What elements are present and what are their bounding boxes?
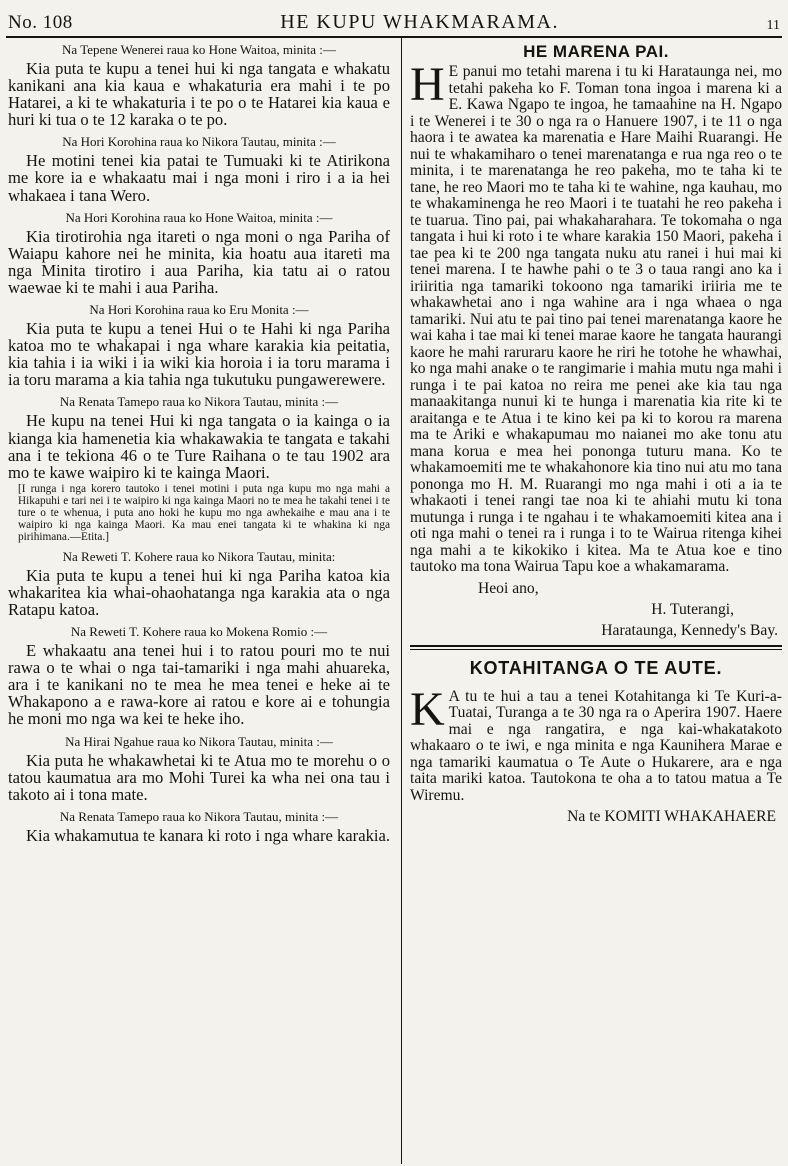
folio-number: 11 [766,18,780,33]
signature-place: Harataunga, Kennedy's Bay. [601,621,778,639]
motion-text: Kia puta te kupu a tenei hui ki nga Pariha katoa kia whakaritea kia whai-ohaohatanga nga karakia ata o nga Ratapu katoa. [8,565,390,619]
motion-text: He kupu na tenei Hui ki nga tangata o ia kainga o ia kianga kia hamenetia kia whakawakia te tangata e takahi ana i te tekiona 46 o te Ture Raihana o te tau 1902 ara mo te kawe waipiro ki te kainga Maori. [8,411,390,482]
kotahitanga-body: A tu te hui a tau a tenei Kotahitanga ki Te Kuri-a-Tuatai, Turanga a te 30 nga ra o Aperira 1907. Haere mai e nga rangatira, e nga kai-whakatakoto whakaaro o te iwi, e nga minita e nga Kaunihera Marae e nga tamariki kaumatua o Te Aute o Hukarere, ara e nga taita mariki katoa. Tautokona te oha a to tatou matua a Te Wiremu. [410,687,782,804]
signature-name: H. Tuterangi, [651,600,734,618]
marriage-article [410,58,782,576]
motion-text: Kia puta te kupu a tenei Hui o te Hahi ki nga Pariha katoa mo te whakapai i nga whare karakia kia peitatia, kia tahia i ia wiki i ia wiki kia horoia i ia toru marama i ia toru marama a kia tahia nga tukutuku pungawerewere. [8,319,390,390]
running-title: HE KUPU WHAKMARAMA. [280,11,559,33]
motion-item [8,624,390,727]
marriage-closing: Heoi ano, [478,579,539,597]
motion-item [8,734,390,803]
motion-text: Kia puta te kupu a tenei hui ki nga tangata e whakatu kanikani ana kia kaua e whakaturia era mahi i te po Hatarei, a ki te whakaturia i te po o te Hatarei kia kaua e huri ki tua o te 12 karaka o te po. [8,59,390,130]
motion-item [8,549,390,618]
motion-text: E whakaatu ana tenei hui i to ratou pouri mo te nui rawa o te whai o nga tai-tamariki i nga mahi ahuareka, ara i te kanikani no te mea he mea tenei e heke ai te Whakapono a e rawa-kore ai ratou e kore ai e tohungia he moni mo nga wa kei te heke iho. [8,641,390,729]
motion-item [8,809,390,844]
motion-item [8,394,390,542]
marriage-heading: HE MARENA PAI. [523,42,669,61]
kotahitanga-article [410,682,782,805]
motion-mover: Na Hori Korohina raua ko Nikora Tautau, minita :— [62,134,336,150]
page-number: No. 108 [8,12,73,33]
committee-signature: Na te KOMITI WHAKAHAERE [567,808,776,825]
marriage-body: E panui mo tetahi marena i tu ki Harataunga nei, mo tetahi pakeha ko F. Toman tona ingoa i marena ki a E. Kawa Ngapo te ingoa, he tamaahine na H. Ngapo i te Wenerei i te 30 o nga ra o Hanuere 1907, i te 11 o nga haora i te awatea ka marenatia e Hare Maihi Ruarangi. He nui te whakamiharo o tenei marenatanga e rua nga reo o te minita, i te marenatanga he reo pakeha, mo te taha ki te tane, he reo Maori mo te taha ki te wahine, nga kauhau, mo te whakaminenga he reo Maori i te tuatahi he reo pakeha i te tuarua. Tino pai, pai whakaharahara. Te tokomaha o nga tangata i hui ki roto i te whare karakia 150 Maori, pakeha i tae pea ki te 200 nga tangata nuku atu ranei i hui mai ki tenei marena. I te hawhe pahi o te 3 o taua rangi ano ka i iriiritia nga tamariki tokoono nga tamariki iriiria me te whakawhetai ano i nga wahine ara i nga whaea o nga tamariki. Nui atu te pai tino pai tenei marenatanga kaore he wai kaha i tae mai ki tenei marae kaore he tangata haurangi kaore he mahi raruraru kaore he riri he totohe he whawhai, ko nga mahi anake o te rangimarie i mahia mutu nga mahi i runga i te pai katoa no reira me penei ake kia tau nga manaakitanga nunui ki te hunga i marenatia kia rite ki te araitanga e te Atua i te kino kei pa ki to korou ra marena ma te Ariki e whakapumau mo naianei mo ake tonu atu mana korua e mea hei pononga tuturu mana. Ko te whakamoemiti me te whakahonore kia tino nui atu mo tana pononga mo H. M. Ruarangi mo nga mahi i oti a ia te whakaoti i tenei rangi tae noa ki te ahiahi mutu ki tona mutunga i runga i te ngahau i te whakamoemiti kitea ana i oti nga mahi o tenei ra i runga i to te Wairua ritenga kihei nga mahi a te kikokiko i kitea. Ma te Atua koe e tino tautoko ma tona Wairua Tapu koe a whakamarama. [410,63,782,575]
motion-mover: Na Renata Tamepo raua ko Nikora Tautau, minita :— [59,808,339,824]
header-rule [6,36,782,38]
motion-mover: Na Tepene Wenerei raua ko Hone Waitoa, minita :— [62,42,336,57]
motion-mover: Na Hirai Ngahue raua ko Nikora Tautau, minita :— [65,733,333,749]
articles-column [410,42,782,826]
marriage-dropcap: H [410,58,445,111]
motion-item [8,134,390,203]
page-header [8,4,780,34]
motion-text: Kia whakamutua te kanara ki roto i nga whare karakia. [26,825,390,845]
motion-mover: Na Hori Korohina raua ko Eru Monita :— [89,302,309,318]
motion-text: Kia tirotirohia nga itareti o nga moni o nga Pariha of Waiapu kahore nei he minita, kia hoatu aua itareti ma nga Minita tirotiro i aua Pariha, kia tatu ai o ratou waewae ki te mahi i aua Pariha. [8,226,390,297]
editor-note: [I runga i nga korero tautoko i tenei motini i puta nga kupu mo nga mahi a Hikapuhi e tari nei i te waipiro ki nga kainga Maori no te mea he takahi tenei i te ture o te whenua, i puta ano hoki he kupu mo nga awhekaihe e mau ana i te waipiro ki nga kainga Maori. Ka mau enei tangata ki te whakina ki nga pirihimana.—Etita.] [18,482,390,543]
column-divider [401,38,402,1164]
motion-mover: Na Reweti T. Kohere raua ko Nikora Tautau, minita: [62,548,336,564]
motion-item [8,302,390,388]
motions-column [8,42,390,850]
motion-mover: Na Renata Tamepo raua ko Nikora Tautau, minita :— [59,394,339,410]
motion-text: Kia puta he whakawhetai ki te Atua mo te morehu o o tatou kaumatua ara mo Mohi Turei ka wha nei ona tau i takoto ai i tona mate. [8,750,390,804]
motion-mover: Na Hori Korohina raua ko Hone Waitoa, minita :— [65,209,333,225]
motion-item [8,42,390,128]
motion-mover: Na Reweti T. Kohere raua ko Mokena Romio :— [70,624,328,640]
section-divider [410,645,782,650]
kotahitanga-heading: KOTAHITANGA O TE AUTE. [469,657,723,678]
motion-text: He motini tenei kia patai te Tumuaki ki te Atirikona me kore ia e whakaatu mai i nga moni i riro i a ia hei whakaea i tana Wero. [8,151,390,205]
kotahitanga-dropcap: K [410,682,445,736]
motion-item [8,210,390,296]
